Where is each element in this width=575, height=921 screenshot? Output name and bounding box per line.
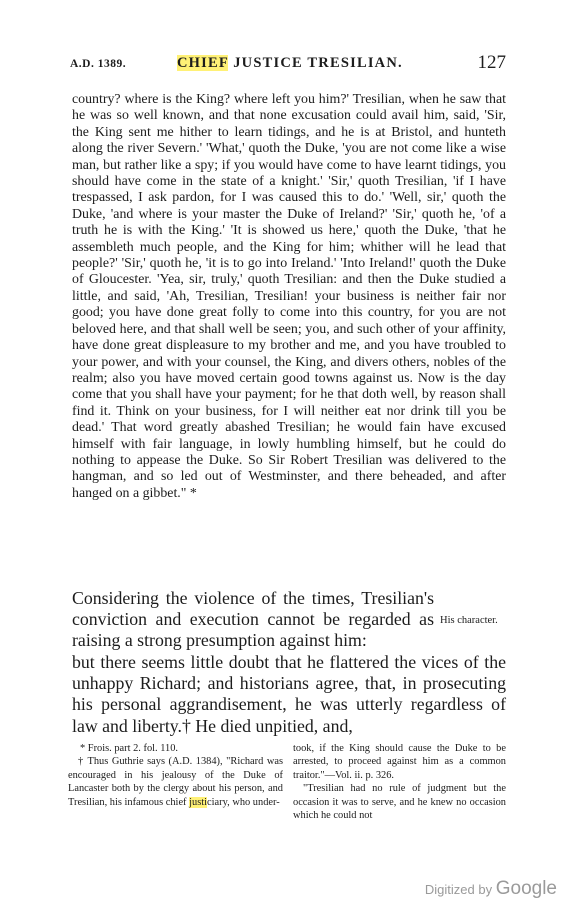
search-highlight: CHIEF	[177, 55, 229, 71]
page-number: 127	[477, 52, 506, 73]
google-logo: Google	[495, 878, 557, 899]
footnote-search-highlight: justi	[189, 796, 208, 808]
page-header	[70, 52, 506, 76]
body-text-part1: Considering the violence of the times, Tresilian's conviction and execution cannot be regarded as raising a strong presumption against him:	[72, 588, 434, 651]
footnote-1: * Frois. part 2. fol. 110.	[80, 743, 179, 754]
footnote-2	[68, 755, 283, 809]
margin-note: His character.	[440, 615, 498, 626]
footnote-2-continued: took, if the King should cause the Duke to be arrested, to proceed against him as a common traitor."—Vol. ii. p. 326.	[293, 743, 506, 781]
footnotes-right-column	[293, 742, 506, 822]
quoted-paragraph: country? where is the King? where left you him?' Tresilian, when he saw that he was so well known, and that none excusation could avail him, said, 'Sir, the King sent me hither to learn tidings, and he is at Bristol, and hunteth along the river Severn.' 'What,' quoth the Duke, 'you are not come like a wise man, but rather like a spy; if you would have come to have learnt tidings, you should have come in the state of a knight.' 'Sir,' quoth Tresilian, 'if I have trespassed, I ask pardon, for I was caused this to do.' 'Well, sir,' quoth the Duke, 'and where is your master the Duke of Ireland?' 'Sir,' quoth he, 'of a truth he is with the King.' 'It is showed us here,' quoth the Duke, 'that he assembleth much people, and the King for him; whither will he lead that people?' 'Sir,' quoth he, 'it is to go into Ireland.' 'Into Ireland!' quoth the Duke of Gloucester. 'Yea, sir, truly,' quoth Tresilian: and then the Duke studied a little, and said, 'Ah, Tresilian, Tresilian! your business is neither fair nor good; you have done great folly to come into this country, for you are not beloved here, and that shall well be seen; you, and such other of your affinity, have done great displeasure to my brother and me, and you have troubled to your power, and with your counsel, the King, and divers others, nobles of the realm; also you have moved certain good towns against us. Now is the day come that you shall have your payment; for he that doth well, by reason shall find it. Think on your business, for I will neither eat nor drink till you be dead.' That word greatly abashed Tresilian; he would fain have excused himself with fair language, in lowly humbling himself, but he could do nothing to appease the Duke. So Sir Robert Tresilian was delivered to the hangman, and so led out of Westminster, and there beheaded, and after hanged on a gibbet." *	[72, 92, 506, 501]
body-text-part2: but there seems little doubt that he flattered the vices of the unhappy Richard; and historians agree, that, in prosecuting his personal aggrandisement, he was utterly regardless of law and liberty.† He died unpitied, and,	[72, 652, 506, 736]
footnotes-left-column	[68, 742, 283, 809]
footnote-2-text: † Thus Guthrie says (A.D. 1384), "Richard was encouraged in his jealousy of the Duke of Lancaster both by the clergy about his person, and Tresilian, his infamous chief	[68, 756, 283, 808]
body-paragraph-continued	[72, 652, 506, 737]
running-title	[177, 55, 403, 72]
footnote-3: "Tresilian had no rule of judgment but the occasion it was to serve, and he knew no occasion which he could not	[293, 783, 506, 822]
body-paragraph-start	[72, 588, 434, 652]
digitized-watermark	[425, 878, 557, 900]
running-title-rest: JUSTICE TRESILIAN.	[228, 55, 403, 71]
watermark-prefix: Digitized by	[424, 882, 493, 897]
footnote-2-end: ciary, who under-	[207, 796, 280, 808]
quoted-passage	[72, 92, 506, 502]
header-year: A.D. 1389.	[70, 58, 127, 70]
